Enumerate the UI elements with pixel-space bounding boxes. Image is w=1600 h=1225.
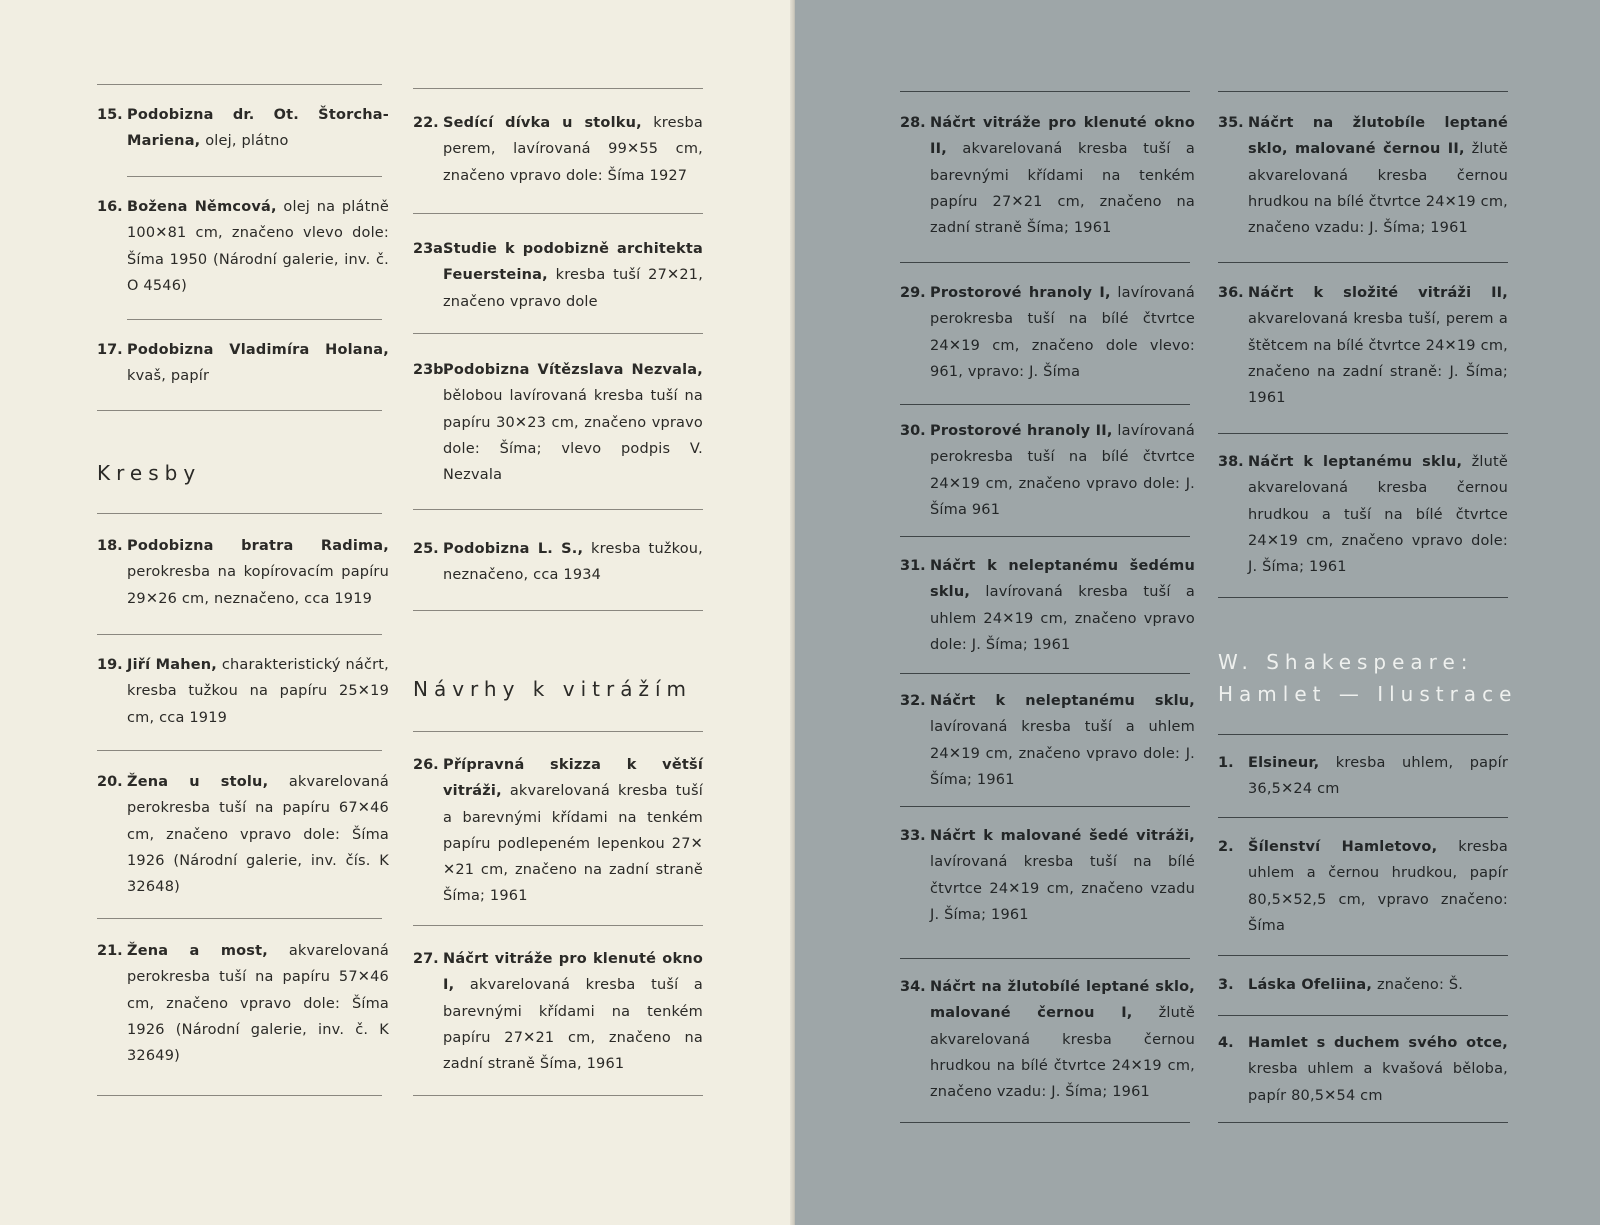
entry-description: kresba uhlem, papír 36,5✕24 cm: [1248, 755, 1508, 798]
entry-title: Božena Němcová,: [127, 199, 277, 215]
entry-number: 26.: [413, 757, 439, 773]
entry-number: 34.: [900, 979, 926, 995]
entry-description: akvarelovaná kresba tuší, perem a štětcem na bílé čtvrtce 24✕19 cm, značeno na zadní straně: J. Šíma; 1961: [1248, 311, 1508, 407]
entry-number: 23b.: [413, 362, 450, 378]
entry-number: 23a.: [413, 241, 449, 257]
entry-title: Náčrt na žlutobíle leptané sklo, malované černou II,: [1248, 115, 1508, 158]
catalog-entry: [413, 236, 703, 315]
divider: [1218, 433, 1508, 434]
entry-number: 32.: [900, 693, 926, 709]
entry-description: kresba uhlem a kvašová běloba, papír 80,5✕54 cm: [1248, 1061, 1508, 1104]
entry-number: 25.: [413, 541, 439, 557]
entry-title: Hamlet s duchem svého otce,: [1248, 1035, 1508, 1051]
entry-title: Náčrt k malované šedé vitráži,: [930, 828, 1195, 844]
entry-number: 30.: [900, 423, 926, 439]
entry-number: 18.: [97, 538, 123, 554]
entry-description: olej, plátno: [205, 133, 289, 150]
divider: [97, 750, 382, 751]
catalog-entry: [900, 974, 1195, 1105]
divider: [900, 673, 1190, 674]
entry-title: Elsineur,: [1248, 755, 1320, 771]
section-heading-navrhy-k-vitrazim: Návrhy k vitrážím: [413, 677, 692, 701]
catalog-entry: [97, 652, 389, 731]
divider: [900, 404, 1190, 405]
entry-title: Náčrt k složité vitráži II,: [1248, 285, 1508, 301]
catalog-entry: [413, 536, 703, 589]
divider: [97, 84, 382, 85]
entry-description: akvarelovaná kresba tuší a barevnými křídami na tenkém papíru 27✕21 cm, značeno na zadní straně Šíma, 1961: [443, 977, 704, 1073]
catalog-entry: [900, 110, 1195, 241]
catalog-entry: [97, 533, 389, 612]
catalog-entry: [1218, 834, 1508, 939]
entry-title: Podobizna L. S.,: [443, 541, 584, 557]
entry-title: Náčrt k leptanému sklu,: [1248, 454, 1463, 470]
entry-title: Žena u stolu,: [127, 774, 269, 790]
entry-title: Náčrt vitráže pro klenuté okno I,: [443, 951, 703, 994]
entry-description: akvarelovaná perokresba tuší na papíru 57✕46 cm, značeno vpravo dole: Šíma 1926 (Národní galerie, inv. č. K 32649): [127, 943, 389, 1065]
catalog-entry: [900, 553, 1195, 658]
catalog-entry: [97, 769, 389, 900]
divider: [413, 731, 703, 732]
catalog-entry: [97, 194, 389, 299]
entry-number: 35.: [1218, 115, 1244, 131]
entry-number: 31.: [900, 558, 926, 574]
divider: [97, 918, 382, 919]
catalog-entry: [1218, 449, 1508, 580]
divider: [413, 1095, 703, 1096]
divider: [97, 410, 382, 411]
entry-title: Přípravná skizza k větší vitráži,: [443, 757, 703, 800]
section-heading-hamlet-ilustrace: Hamlet — Ilustrace: [1218, 682, 1518, 706]
divider: [97, 1095, 382, 1096]
catalog-entry: [1218, 750, 1508, 803]
catalog-entry: [97, 337, 389, 390]
entry-title: Náčrt na žlutobílé leptané sklo, malované černou I,: [930, 979, 1195, 1022]
catalog-entry: [1218, 280, 1508, 411]
entry-description: kresba tuší 27✕21, značeno vpravo dole: [443, 267, 703, 310]
entry-number: 33.: [900, 828, 926, 844]
entry-number: 22.: [413, 115, 439, 131]
entry-description: žlutě akvarelovaná kresba černou hrudkou na bílé čtvrtce 24✕19 cm, značeno vzadu: J. Šíma; 1961: [930, 1005, 1195, 1101]
catalog-entry: [97, 102, 389, 155]
divider: [97, 634, 382, 635]
entry-description: lavírovaná perokresba tuší na bílé čtvrtce 24✕19 cm, značeno vpravo dole: J. Šíma 961: [930, 423, 1196, 518]
entry-number: 1.: [1218, 755, 1234, 771]
entry-description: akvarelovaná perokresba tuší na papíru 67✕46 cm, značeno vpravo dole: Šíma 1926 (Národní galerie, inv. čís. K 32648): [127, 774, 389, 896]
catalog-entry: [413, 357, 703, 488]
entry-title: Žena a most,: [127, 943, 268, 959]
divider: [413, 925, 703, 926]
divider: [1218, 955, 1508, 956]
entry-number: 15.: [97, 107, 123, 123]
entry-description: lavírovaná kresba tuší na bílé čtvrtce 24✕19 cm, značeno vzadu J. Šíma; 1961: [930, 854, 1195, 923]
divider: [1218, 734, 1508, 735]
entry-number: 19.: [97, 657, 123, 673]
entry-description: kresba tužkou, neznačeno, cca 1934: [443, 541, 703, 584]
entry-description: charakteristický náčrt, kresba tužkou na papíru 25✕19 cm, cca 1919: [127, 657, 389, 726]
entry-title: Prostorové hranoly I,: [930, 285, 1111, 301]
entry-number: 4.: [1218, 1035, 1234, 1051]
catalog-entry: [413, 946, 703, 1077]
catalog-entry: [900, 688, 1195, 793]
divider: [900, 806, 1190, 807]
entry-description: akvarelovaná kresba tuší a barevnými křídami na tenkém papíru podlepeném lepenkou 27✕ ✕21 cm, značeno na zadní straně Šíma; 1961: [443, 783, 704, 905]
entry-description: kresba perem, lavírovaná 99✕55 cm, značeno vpravo dole: Šíma 1927: [443, 115, 703, 184]
entry-number: 27.: [413, 951, 439, 967]
divider: [413, 333, 703, 334]
catalog-entry: [900, 280, 1195, 385]
entry-title: Jiří Mahen,: [127, 657, 217, 673]
entry-title: Šílenství Hamletovo,: [1248, 839, 1438, 855]
divider: [1218, 597, 1508, 598]
entry-number: 29.: [900, 285, 926, 301]
entry-number: 38.: [1218, 454, 1244, 470]
divider: [127, 176, 382, 177]
section-heading-kresby: Kresby: [97, 461, 202, 485]
divider: [1218, 262, 1508, 263]
section-heading-shakespeare: W. Shakespeare:: [1218, 650, 1474, 674]
divider: [413, 213, 703, 214]
divider: [413, 509, 703, 510]
entry-title: Náčrt vitráže pro klenuté okno II,: [930, 115, 1195, 158]
entry-title: Studie k podobizně architekta Feuersteina,: [443, 241, 703, 284]
entry-number: 16.: [97, 199, 123, 215]
entry-number: 36.: [1218, 285, 1244, 301]
entry-description: olej na plátně 100✕81 cm, značeno vlevo dole: Šíma 1950 (Národní galerie, inv. č. O 4546): [127, 199, 389, 294]
entry-description: žlutě akvarelovaná kresba černou hrudkou na bílé čtvrtce 24✕19 cm, značeno vzadu: J. Šíma; 1961: [1248, 141, 1508, 237]
entry-title: Podobizna Vladimíra Holana,: [127, 342, 389, 358]
catalog-entry: [900, 823, 1195, 928]
entry-description: akvarelovaná kresba tuší a barevnými křídami na tenkém papíru 27✕21 cm, značeno na zadní straně Šíma; 1961: [930, 141, 1195, 237]
divider: [1218, 817, 1508, 818]
divider: [1218, 1122, 1508, 1123]
entry-number: 21.: [97, 943, 123, 959]
left-page: [0, 0, 795, 1225]
entry-description: perokresba na kopírovacím papíru 29✕26 cm, neznačeno, cca 1919: [127, 564, 389, 607]
divider: [1218, 91, 1508, 92]
entry-description: kvaš, papír: [127, 368, 210, 385]
entry-description: lavírovaná kresba tuší a uhlem 24✕19 cm, značeno vpravo dole: J. Šíma; 1961: [930, 719, 1195, 788]
catalog-entry: [1218, 972, 1508, 998]
catalog-entry: [1218, 1030, 1508, 1109]
entry-number: 3.: [1218, 977, 1234, 993]
entry-description: kresba uhlem a černou hrudkou, papír 80,5✕52,5 cm, vpravo značeno: Šíma: [1248, 839, 1508, 934]
entry-title: Podobizna Vítězslava Nezvala,: [443, 362, 703, 378]
divider: [900, 536, 1190, 537]
catalog-entry: [1218, 110, 1508, 241]
catalog-entry: [413, 752, 703, 910]
catalog-entry: [413, 110, 703, 189]
catalog-entry: [97, 938, 389, 1069]
entry-title: Prostorové hranoly II,: [930, 423, 1113, 439]
entry-number: 20.: [97, 774, 123, 790]
right-page: [795, 0, 1600, 1225]
entry-description: lavírovaná kresba tuší a uhlem 24✕19 cm, značeno vpravo dole: J. Šíma; 1961: [930, 584, 1196, 653]
divider: [127, 319, 382, 320]
entry-title: Láska Ofeliina,: [1248, 977, 1373, 993]
divider: [1218, 1015, 1508, 1016]
entry-description: žlutě akvarelovaná kresba černou hrudkou a tuší na bílé čtvrtce 24✕19 cm, značeno vpravo dole: J. Šíma; 1961: [1248, 454, 1508, 576]
divider: [900, 262, 1190, 263]
divider: [413, 610, 703, 611]
divider: [413, 88, 703, 89]
entry-title: Náčrt k neleptanému sklu,: [930, 693, 1195, 709]
catalog-entry: [900, 418, 1195, 523]
entry-description: značeno: Š.: [1376, 977, 1464, 993]
entry-number: 28.: [900, 115, 926, 131]
entry-description: bělobou lavírovaná kresba tuší na papíru 30✕23 cm, značeno vpravo dole: Šíma; vlevo podpis V. Nezvala: [443, 388, 703, 484]
divider: [900, 958, 1190, 959]
divider: [900, 1122, 1190, 1123]
entry-description: lavírovaná perokresba tuší na bílé čtvrtce 24✕19 cm, značeno dole vlevo: 961, vpravo: J. Šíma: [930, 285, 1195, 380]
entry-title: Náčrt k neleptanému šedému sklu,: [930, 558, 1195, 601]
entry-title: Podobizna bratra Radima,: [127, 538, 389, 554]
entry-number: 17.: [97, 342, 123, 358]
divider: [900, 91, 1190, 92]
entry-number: 2.: [1218, 839, 1234, 855]
entry-title: Podobizna dr. Ot. Štorcha-Mariena,: [127, 107, 389, 150]
divider: [97, 513, 382, 514]
entry-title: Sedící dívka u stolku,: [443, 115, 642, 131]
